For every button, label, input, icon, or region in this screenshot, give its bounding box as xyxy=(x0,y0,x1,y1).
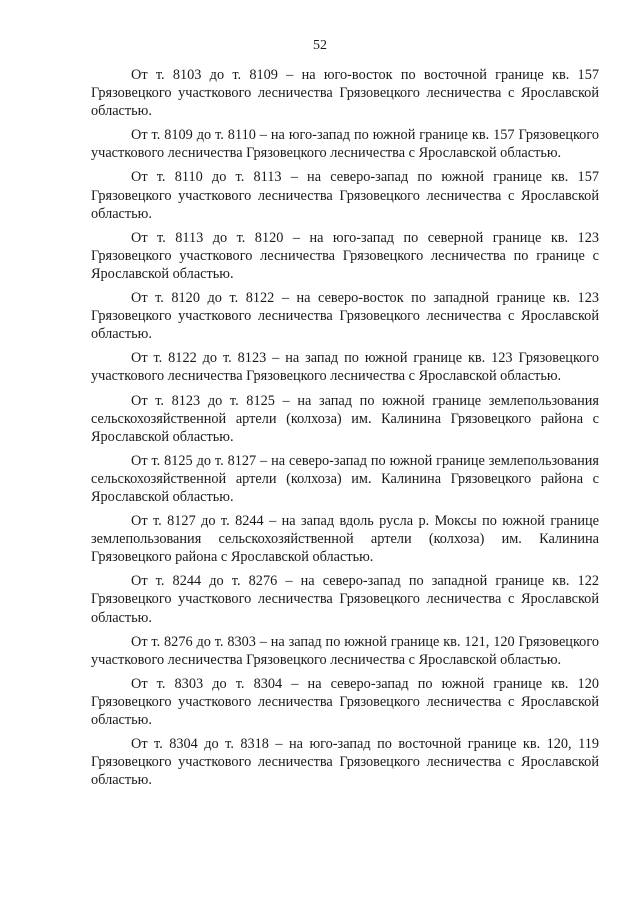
document-body xyxy=(91,66,599,795)
boundary-paragraph: От т. 8122 до т. 8123 – на запад по южной границе кв. 123 Грязовецкого участкового лесничества Грязовецкого лесничества с Ярославской областью. xyxy=(91,350,599,385)
boundary-paragraph: От т. 8303 до т. 8304 – на северо-запад по южной границе кв. 120 Грязовецкого участкового лесничества Грязовецкого лесничества с Ярославской областью. xyxy=(91,675,599,728)
boundary-paragraph: От т. 8110 до т. 8113 – на северо-запад по южной границе кв. 157 Грязовецкого участкового лесничества Грязовецкого лесничества с Ярославской областью. xyxy=(91,169,599,222)
boundary-paragraph: От т. 8113 до т. 8120 – на юго-запад по северной границе кв. 123 Грязовецкого участкового лесничества Грязовецкого лесничества по границе с Ярославской областью. xyxy=(91,229,599,282)
boundary-paragraph: От т. 8276 до т. 8303 – на запад по южной границе кв. 121, 120 Грязовецкого участкового лесничества Грязовецкого лесничества с Ярославской областью. xyxy=(91,633,599,668)
page-number: 52 xyxy=(313,38,327,53)
boundary-paragraph: От т. 8304 до т. 8318 – на юго-запад по восточной границе кв. 120, 119 Грязовецкого участкового лесничества Грязовецкого лесничества с Ярославской областью. xyxy=(91,736,599,789)
boundary-paragraph: От т. 8123 до т. 8125 – на запад по южной границе землепользования сельскохозяйственной артели (колхоза) им. Калинина Грязовецкого района с Ярославской областью. xyxy=(91,392,599,445)
boundary-paragraph: От т. 8244 до т. 8276 – на северо-запад по западной границе кв. 122 Грязовецкого участкового лесничества Грязовецкого лесничества с Ярославской областью. xyxy=(91,573,599,626)
boundary-paragraph: От т. 8103 до т. 8109 – на юго-восток по восточной границе кв. 157 Грязовецкого участкового лесничества Грязовецкого лесничества с Ярославской областью. xyxy=(91,67,599,120)
boundary-paragraph: От т. 8125 до т. 8127 – на северо-запад по южной границе землепользования сельскохозяйственной артели (колхоза) им. Калинина Грязовецкого района с Ярославской областью. xyxy=(91,452,599,505)
boundary-paragraph: От т. 8120 до т. 8122 – на северо-восток по западной границе кв. 123 Грязовецкого участкового лесничества Грязовецкого лесничества с Ярославской областью. xyxy=(91,290,599,343)
boundary-paragraph: От т. 8109 до т. 8110 – на юго-запад по южной границе кв. 157 Грязовецкого участкового лесничества Грязовецкого лесничества с Ярославской областью. xyxy=(91,127,599,162)
boundary-paragraph: От т. 8127 до т. 8244 – на запад вдоль русла р. Моксы по южной границе землепользования сельскохозяйственной артели (колхоза) им. Калинина Грязовецкого района с Ярославской областью. xyxy=(91,513,599,566)
